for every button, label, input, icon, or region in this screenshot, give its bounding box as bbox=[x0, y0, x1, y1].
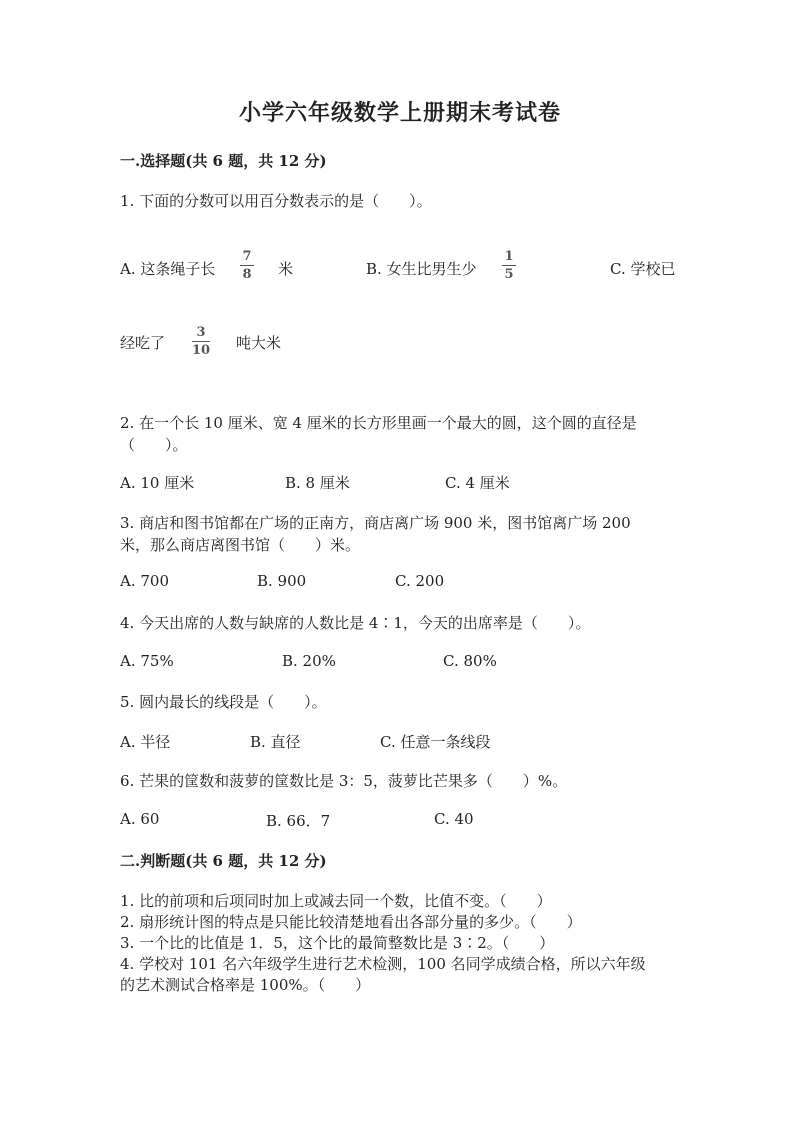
question-5-option-a: A. 半径 bbox=[120, 733, 171, 751]
judgment-item-4-line2: 的艺术测试合格率是 100%。（ ） bbox=[120, 976, 371, 994]
question-4-option-c: C. 80% bbox=[443, 652, 497, 670]
section-heading-choice: 一.选择题(共 6 题，共 12 分) bbox=[120, 152, 327, 170]
question-1-option-b: B. 女生比男生少 bbox=[366, 260, 477, 278]
fraction-bar bbox=[240, 265, 254, 266]
question-5-option-c: C. 任意一条线段 bbox=[380, 733, 491, 751]
judgment-item-2: 2. 扇形统计图的特点是只能比较清楚地看出各部分量的多少。（ ） bbox=[120, 913, 582, 931]
judgment-item-4-line1: 4. 学校对 101 名六年级学生进行艺术检测，100 名同学成绩合格，所以六年级 bbox=[120, 955, 646, 973]
question-2-option-b: B. 8 厘米 bbox=[285, 474, 350, 492]
question-4-stem: 4. 今天出席的人数与缺席的人数比是 4∶1，今天的出席率是（ ）。 bbox=[120, 614, 591, 632]
section-heading-judgment: 二.判断题(共 6 题，共 12 分) bbox=[120, 852, 327, 870]
fraction-denominator: 5 bbox=[504, 267, 514, 282]
question-2-stem-line2: （ ）。 bbox=[120, 436, 188, 454]
fraction-numerator: 7 bbox=[242, 249, 252, 264]
question-5-stem: 5. 圆内最长的线段是（ ）。 bbox=[120, 693, 327, 711]
question-6-option-a: A. 60 bbox=[120, 810, 160, 828]
question-4-option-b: B. 20% bbox=[282, 652, 336, 670]
question-3-stem-line1: 3. 商店和图书馆都在广场的正南方，商店离广场 900 米，图书馆离广场 200 bbox=[120, 514, 631, 532]
question-3-option-a: A. 700 bbox=[120, 572, 169, 590]
question-4-option-a: A. 75% bbox=[120, 652, 174, 670]
question-6-option-c: C. 40 bbox=[434, 810, 474, 828]
judgment-item-1: 1. 比的前项和后项同时加上或减去同一个数，比值不变。（ ） bbox=[120, 892, 552, 910]
page-title: 小学六年级数学上册期末考试卷 bbox=[238, 100, 561, 126]
judgment-item-3: 3. 一个比的比值是 1．5，这个比的最简整数比是 3∶2。（ ） bbox=[120, 934, 555, 952]
question-6-option-b: B. 66．7 bbox=[266, 812, 331, 830]
question-1-stem: 1. 下面的分数可以用百分数表示的是（ ）。 bbox=[120, 192, 432, 210]
question-3-option-c: C. 200 bbox=[395, 572, 445, 590]
fraction-bar bbox=[192, 341, 210, 342]
question-3-option-b: B. 900 bbox=[257, 572, 307, 590]
fraction-bar bbox=[502, 265, 516, 266]
fraction-3-10 bbox=[192, 326, 210, 357]
question-1-option-a-unit: 米 bbox=[278, 260, 294, 278]
question-5-option-b: B. 直径 bbox=[250, 733, 301, 751]
question-3-stem-line2: 米，那么商店离图书馆（ ）米。 bbox=[120, 536, 361, 554]
question-1-option-c-cont: 经吃了 bbox=[120, 334, 166, 352]
question-2-stem-line1: 2. 在一个长 10 厘米、宽 4 厘米的长方形里画一个最大的圆，这个圆的直径是 bbox=[120, 414, 637, 432]
question-2-option-c: C. 4 厘米 bbox=[445, 474, 510, 492]
fraction-denominator: 8 bbox=[242, 267, 252, 282]
question-1-option-c-unit: 吨大米 bbox=[236, 334, 282, 352]
fraction-denominator: 10 bbox=[192, 343, 211, 358]
question-2-option-a: A. 10 厘米 bbox=[120, 474, 195, 492]
question-1-option-c: C. 学校已 bbox=[610, 260, 676, 278]
fraction-numerator: 3 bbox=[196, 325, 206, 340]
question-1-option-a: A. 这条绳子长 bbox=[120, 260, 216, 278]
fraction-1-5 bbox=[502, 250, 516, 281]
fraction-numerator: 1 bbox=[504, 249, 514, 264]
fraction-7-8 bbox=[240, 250, 254, 281]
question-6-stem: 6. 芒果的筐数和菠萝的筐数比是 3：5，菠萝比芒果多（ ）%。 bbox=[120, 772, 568, 790]
